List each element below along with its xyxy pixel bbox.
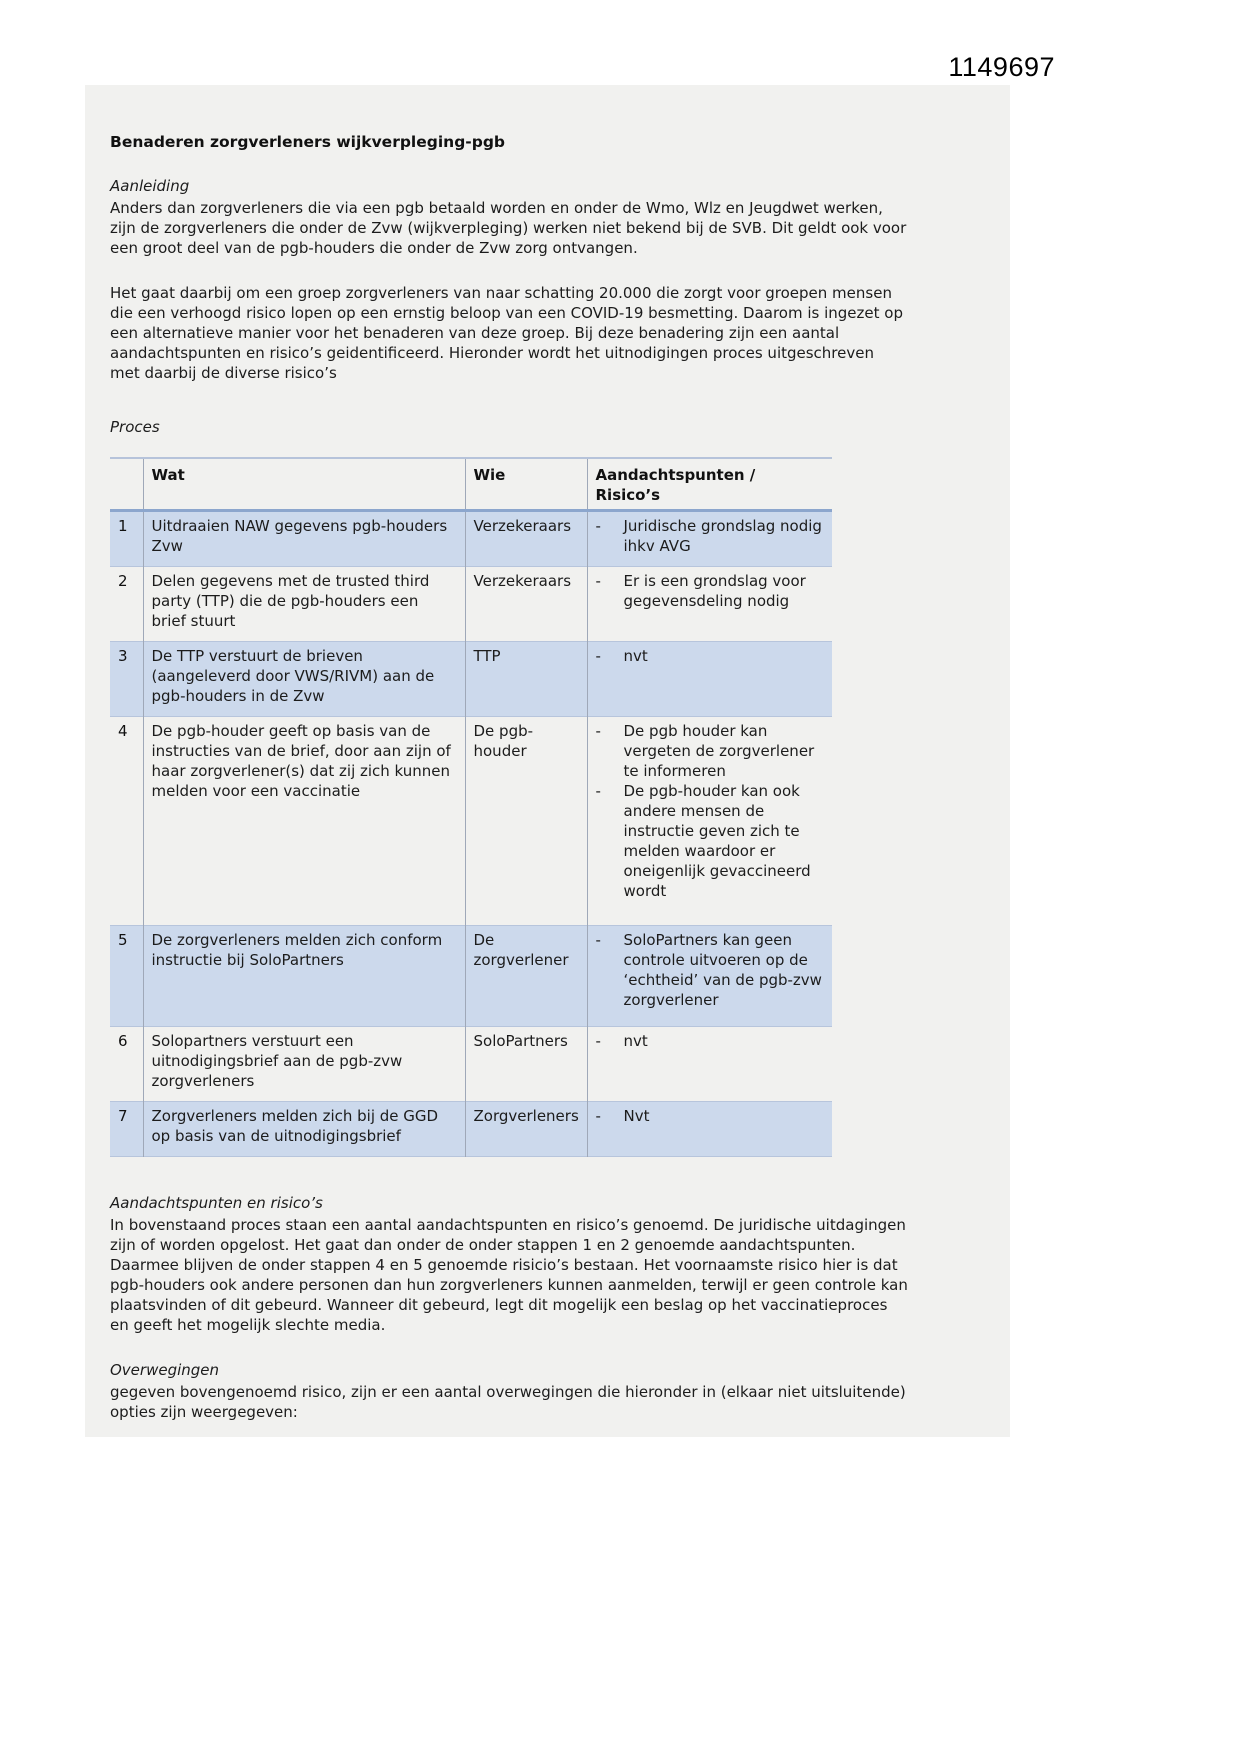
header-wie: Wie <box>465 458 587 511</box>
bullet-item <box>596 781 825 901</box>
bullet-dash: - <box>595 572 601 590</box>
bullet-text: De pgb-houder kan ook andere mensen de instructie geven zich te melden waardoor er oneigenlijk gevaccineerd wordt <box>623 782 811 900</box>
cell-wat: Solopartners verstuurt een uitnodigingsbrief aan de pgb-zvw zorgverleners <box>143 1027 465 1102</box>
cell-punten <box>587 511 832 567</box>
bullet-item <box>596 646 825 666</box>
cell-wie: Verzekeraars <box>465 511 587 567</box>
header-wat: Wat <box>143 458 465 511</box>
cell-wie: Verzekeraars <box>465 567 587 642</box>
table-row <box>110 511 832 567</box>
bullet-dash: - <box>595 647 601 665</box>
bullet-text: nvt <box>623 647 648 665</box>
bullet-text: Nvt <box>623 1107 650 1125</box>
cell-wie: Zorgverleners <box>465 1102 587 1157</box>
bullet-dash: - <box>595 722 601 740</box>
cell-wie: De zorgverlener <box>465 926 587 1027</box>
table-row <box>110 717 832 926</box>
table-header-row <box>110 458 832 511</box>
bullet-item <box>596 571 825 611</box>
cell-punten <box>587 926 832 1027</box>
row-number: 5 <box>118 931 128 949</box>
cell-wat: Zorgverleners melden zich bij de GGD op basis van de uitnodigingsbrief <box>143 1102 465 1157</box>
document-title: Benaderen zorgverleners wijkverpleging-pgb <box>110 133 506 151</box>
section-heading-aanleiding: Aanleiding <box>110 177 190 195</box>
table-row <box>110 1102 832 1157</box>
bullet-text: Er is een grondslag voor gegevensdeling nodig <box>623 572 806 610</box>
cell-wie: De pgb-houder <box>465 717 587 926</box>
cell-punten <box>587 642 832 717</box>
section-heading-overwegingen: Overwegingen <box>110 1361 220 1379</box>
document-content <box>110 132 910 1422</box>
paragraph-aanleiding-1: Anders dan zorgverleners die via een pgb betaald worden en onder de Wmo, Wlz en Jeugdwet werken, zijn de zorgverleners die onder de Zvw (wijkverpleging) werken niet bekend bij de SVB. Dit geldt ook voor een groot deel van de pgb-houders die onder de Zvw zorg ontvangen. <box>110 199 907 257</box>
row-number: 6 <box>118 1032 128 1050</box>
row-number: 7 <box>118 1107 128 1125</box>
cell-wat: Delen gegevens met de trusted third party (TTP) die de pgb-houders een brief stuurt <box>143 567 465 642</box>
cell-wat: De TTP verstuurt de brieven (aangeleverd door VWS/RIVM) aan de pgb-houders in de Zvw <box>143 642 465 717</box>
bullet-dash: - <box>595 1107 601 1125</box>
row-number: 1 <box>118 517 128 535</box>
bullet-dash: - <box>595 517 601 535</box>
header-punten: Aandachtspunten / Risico’s <box>587 458 832 511</box>
cell-wat: De zorgverleners melden zich conform instructie bij SoloPartners <box>143 926 465 1027</box>
bullet-dash: - <box>595 931 601 949</box>
cell-wie: TTP <box>465 642 587 717</box>
table-row <box>110 567 832 642</box>
bullet-item <box>596 1031 825 1051</box>
row-number: 2 <box>118 572 128 590</box>
table-row <box>110 642 832 717</box>
cell-punten <box>587 1102 832 1157</box>
bullet-dash: - <box>595 1032 601 1050</box>
proces-table <box>110 457 832 1157</box>
table-row <box>110 1027 832 1102</box>
page-number: 1149697 <box>948 52 1055 82</box>
row-number: 3 <box>118 647 128 665</box>
bullet-text: nvt <box>623 1032 648 1050</box>
paragraph-aandachtspunten: In bovenstaand proces staan een aantal aandachtspunten en risico’s genoemd. De juridische uitdagingen zijn of worden opgelost. Het gaat dan onder de onder stappen 1 en 2 genoemde aandachtspunten. Daarmee blijven de onder stappen 4 en 5 genoemde risicio’s bestaan. Het voornaamste risico hier is dat pgb-houders ook andere personen dan hun zorgverleners kunnen aanmelden, terwijl er geen controle kan plaatsvinden of dit gebeurd. Wanneer dit gebeurd, legt dit mogelijk een beslag op het vaccinatieproces en geeft het mogelijk slechte media. <box>110 1216 908 1334</box>
table-row <box>110 926 832 1027</box>
cell-punten <box>587 717 832 926</box>
bullet-item <box>596 721 825 781</box>
bullet-item <box>596 1106 825 1126</box>
bullet-text: SoloPartners kan geen controle uitvoeren op de ‘echtheid’ van de pgb-zvw zorgverlener <box>623 931 822 1009</box>
section-heading-aandachtspunten: Aandachtspunten en risico’s <box>110 1194 323 1212</box>
row-number: 4 <box>118 722 128 740</box>
cell-punten <box>587 1027 832 1102</box>
cell-wat: De pgb-houder geeft op basis van de instructies van de brief, door aan zijn of haar zorgverlener(s) dat zij zich kunnen melden voor een vaccinatie <box>143 717 465 926</box>
bullet-item <box>596 930 825 1010</box>
bullet-text: Juridische grondslag nodig ihkv AVG <box>623 517 822 555</box>
section-heading-proces: Proces <box>110 418 160 436</box>
cell-punten <box>587 567 832 642</box>
bullet-item <box>596 516 825 556</box>
bullet-text: De pgb houder kan vergeten de zorgverlener te informeren <box>623 722 815 780</box>
bullet-dash: - <box>595 782 601 800</box>
paragraph-aanleiding-2: Het gaat daarbij om een groep zorgverleners van naar schatting 20.000 die zorgt voor groepen mensen die een verhoogd risico lopen op een ernstig beloop van een COVID-19 besmetting. Daarom is ingezet op een alternatieve manier voor het benaderen van deze groep. Bij deze benadering zijn een aantal aandachtspunten en risico’s geidentificeerd. Hieronder wordt het uitnodigingen proces uitgeschreven met daarbij de diverse risico’s <box>110 284 903 382</box>
cell-wie: SoloPartners <box>465 1027 587 1102</box>
cell-wat: Uitdraaien NAW gegevens pgb-houders Zvw <box>143 511 465 567</box>
header-num <box>110 458 143 511</box>
paragraph-overwegingen: gegeven bovengenoemd risico, zijn er een aantal overwegingen die hieronder in (elkaar niet uitsluitende) opties zijn weergegeven: <box>110 1383 906 1421</box>
